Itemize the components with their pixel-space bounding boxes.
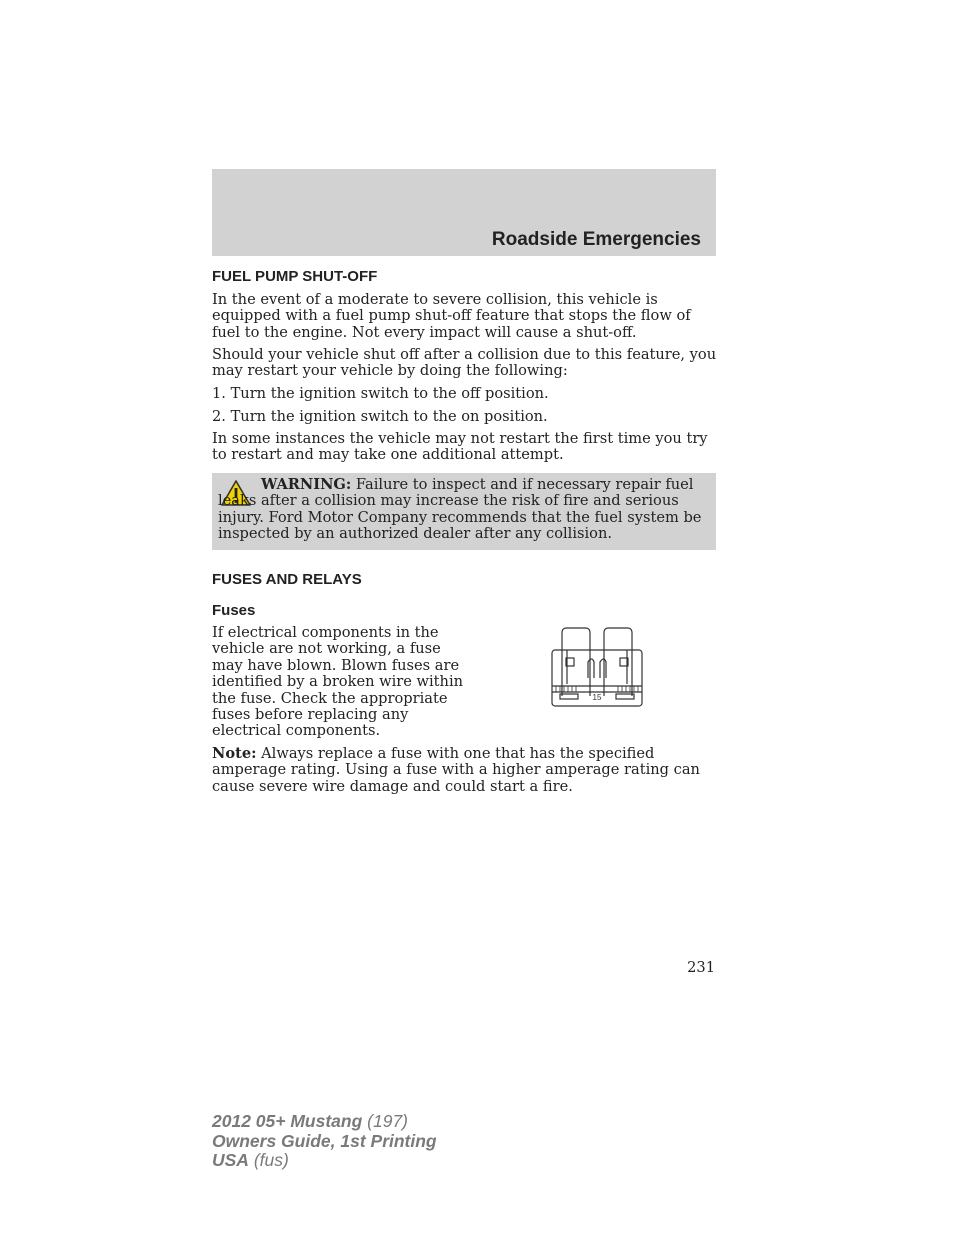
fuel-pump-paragraph-1: In the event of a moderate to severe collision, this vehicle is equipped with a fuel pump shut-off feature that stops the flow of fuel to the engine. Not every impact will cause a shut-off. [212,291,691,341]
fuel-pump-paragraph-3: In some instances the vehicle may not restart the first time you try to restart and may take one additional attempt. [212,430,708,464]
fuel-pump-heading: FUEL PUMP SHUT-OFF [212,268,378,285]
page-number: 231 [687,959,715,976]
section-header-band [212,169,716,256]
footer-guide: Owners Guide, 1st Printing [212,1130,437,1151]
footer-block [212,1112,437,1171]
warning-label: WARNING: [261,476,352,493]
footer-line-2 [212,1132,437,1152]
section-title: Roadside Emergencies [491,229,701,250]
footer-model: 2012 05+ Mustang [212,1111,363,1131]
note-label: Note: [212,745,257,762]
footer-line-3 [212,1151,437,1171]
fuses-paragraph: If electrical components in the vehicle are not working, a fuse may have blown. Blown fuses are identified by a broken wire within the fuse. Check the appropriate fuses before replacing any electrical components. [212,624,464,740]
footer-code: (197) [367,1111,409,1131]
fuses-relays-heading: FUSES AND RELAYS [212,571,362,588]
fuse-rating-label: 15 [592,693,602,702]
fuses-note [212,746,717,795]
fuse-diagram [550,626,644,708]
warning-box [212,473,716,550]
warning-body: Failure to inspect and if necessary repair fuel leaks after a collision may increase the risk of fire and serious injury. Ford Motor Company recommends that the fuel system be inspected by an authorized dealer after any collision. [218,476,702,543]
fuel-pump-step-1: 1. Turn the ignition switch to the off position. [212,385,549,402]
footer-market: USA [212,1150,249,1170]
fuses-subheading: Fuses [212,602,256,619]
note-text: Always replace a fuse with one that has the specified amperage rating. Using a fuse with a higher amperage rating can cause severe wire damage and could start a fire. [212,745,700,795]
footer-market-code: (fus) [253,1150,289,1170]
fuel-pump-paragraph-2: Should your vehicle shut off after a collision due to this feature, you may restart your vehicle by doing the following: [212,346,717,380]
fuel-pump-step-2: 2. Turn the ignition switch to the on position. [212,408,548,425]
warning-text-block [218,477,706,543]
footer-line-1 [212,1112,437,1132]
